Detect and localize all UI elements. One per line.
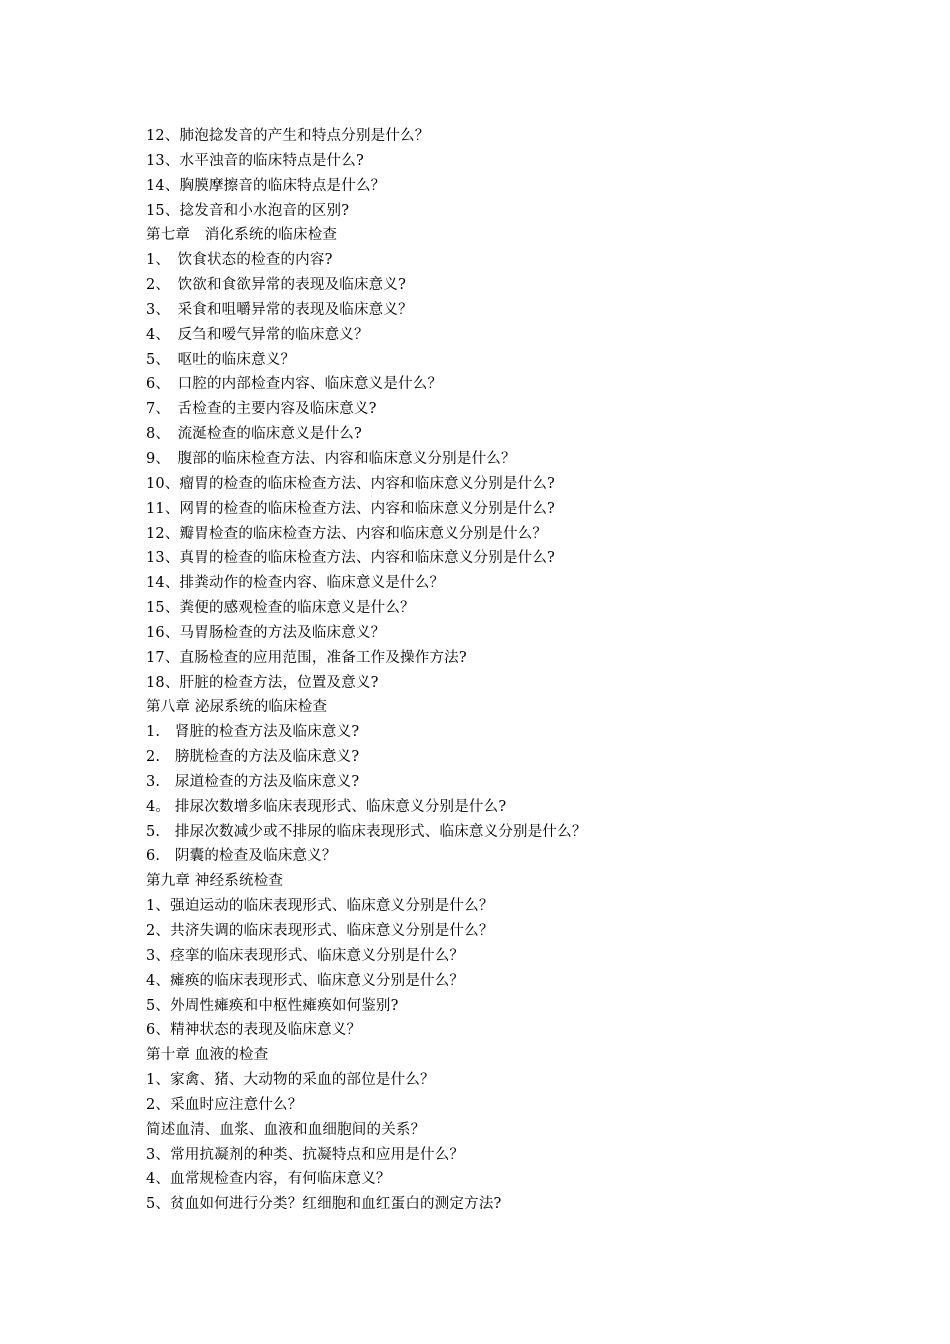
- text-line: 14、胸膜摩擦音的临床特点是什么？: [146, 177, 386, 194]
- text-line: 8、 流涎检查的临床意义是什么?: [146, 426, 362, 443]
- text-line: 2、 饮欲和食欲异常的表现及临床意义?: [146, 277, 407, 294]
- text-line: 3、 采食和咀嚼异常的表现及临床意义？: [146, 301, 413, 318]
- text-line: 第七章 消化系统的临床检查: [146, 227, 338, 244]
- text-line: 5、外周性瘫痪和中枢性瘫痪如何鉴别?: [146, 997, 399, 1014]
- text-line: 简述血清、血浆、血液和血细胞间的关系？: [146, 1121, 426, 1138]
- text-line: 1. 肾脏的检查方法及临床意义?: [146, 724, 360, 741]
- text-line: 12、瓣胃检查的临床检查方法、内容和临床意义分别是什么？: [146, 525, 548, 542]
- text-line: 13、水平浊音的临床特点是什么?: [146, 152, 364, 169]
- text-line: 3、痉挛的临床表现形式、临床意义分别是什么？: [146, 947, 465, 964]
- text-line: 第九章 神经系统检查: [146, 873, 284, 890]
- text-line: 14、排粪动作的检查内容、临床意义是什么？: [146, 575, 445, 592]
- text-line: 10、瘤胃的检查的临床检查方法、内容和临床意义分别是什么?: [146, 475, 556, 492]
- text-line: 16、马胃肠检查的方法及临床意义？: [146, 624, 386, 641]
- text-line: 第十章 血液的检查: [146, 1047, 269, 1064]
- text-line: 6. 阴囊的检查及临床意义？: [146, 848, 337, 865]
- text-line: 4、血常规检查内容，有何临床意义？: [146, 1171, 391, 1188]
- text-line: 4、 反刍和嗳气异常的临床意义？: [146, 326, 369, 343]
- question-list: [146, 124, 866, 1217]
- text-line: 1、强迫运动的临床表现形式、临床意义分别是什么？: [146, 898, 494, 915]
- text-line: 6、 口腔的内部检查内容、临床意义是什么？: [146, 376, 443, 393]
- text-line: 18、肝脏的检查方法，位置及意义?: [146, 674, 379, 691]
- text-line: 17、直肠检查的应用范围，准备工作及操作方法?: [146, 649, 467, 666]
- text-line: 4。 排尿次数增多临床表现形式、临床意义分别是什么?: [146, 798, 507, 815]
- text-line: 11、网胃的检查的临床检查方法、内容和临床意义分别是什么?: [146, 500, 556, 517]
- text-line: 3. 尿道检查的方法及临床意义?: [146, 773, 360, 790]
- text-line: 3、常用抗凝剂的种类、抗凝特点和应用是什么？: [146, 1146, 465, 1163]
- text-line: 5. 排尿次数减少或不排尿的临床表现形式、临床意义分别是什么？: [146, 823, 587, 840]
- text-line: 1、家禽、猪、大动物的采血的部位是什么？: [146, 1072, 435, 1089]
- text-line: 5、 呕吐的临床意义？: [146, 351, 296, 368]
- text-line: 5、贫血如何进行分类？红细胞和血红蛋白的测定方法?: [146, 1196, 502, 1213]
- text-line: 7、 舌检查的主要内容及临床意义?: [146, 401, 377, 418]
- text-line: 6、精神状态的表现及临床意义？: [146, 1022, 362, 1039]
- text-line: 13、真胃的检查的临床检查方法、内容和临床意义分别是什么?: [146, 550, 556, 567]
- text-line: 1、 饮食状态的检查的内容?: [146, 252, 333, 269]
- text-line: 第八章 泌尿系统的临床检查: [146, 699, 328, 716]
- text-line: 2. 膀胱检查的方法及临床意义?: [146, 749, 360, 766]
- text-line: 15、捻发音和小水泡音的区别?: [146, 202, 350, 219]
- text-line: 4、瘫痪的临床表现形式、临床意义分别是什么？: [146, 972, 465, 989]
- text-line: 12、肺泡捻发音的产生和特点分别是什么？: [146, 128, 430, 144]
- text-line: 9、 腹部的临床检查方法、内容和临床意义分别是什么？: [146, 450, 516, 467]
- text-line: 2、共济失调的临床表现形式、临床意义分别是什么？: [146, 923, 494, 939]
- text-line: 15、粪便的感观检查的临床意义是什么？: [146, 600, 415, 617]
- text-line: 2、采血时应注意什么？: [146, 1096, 303, 1113]
